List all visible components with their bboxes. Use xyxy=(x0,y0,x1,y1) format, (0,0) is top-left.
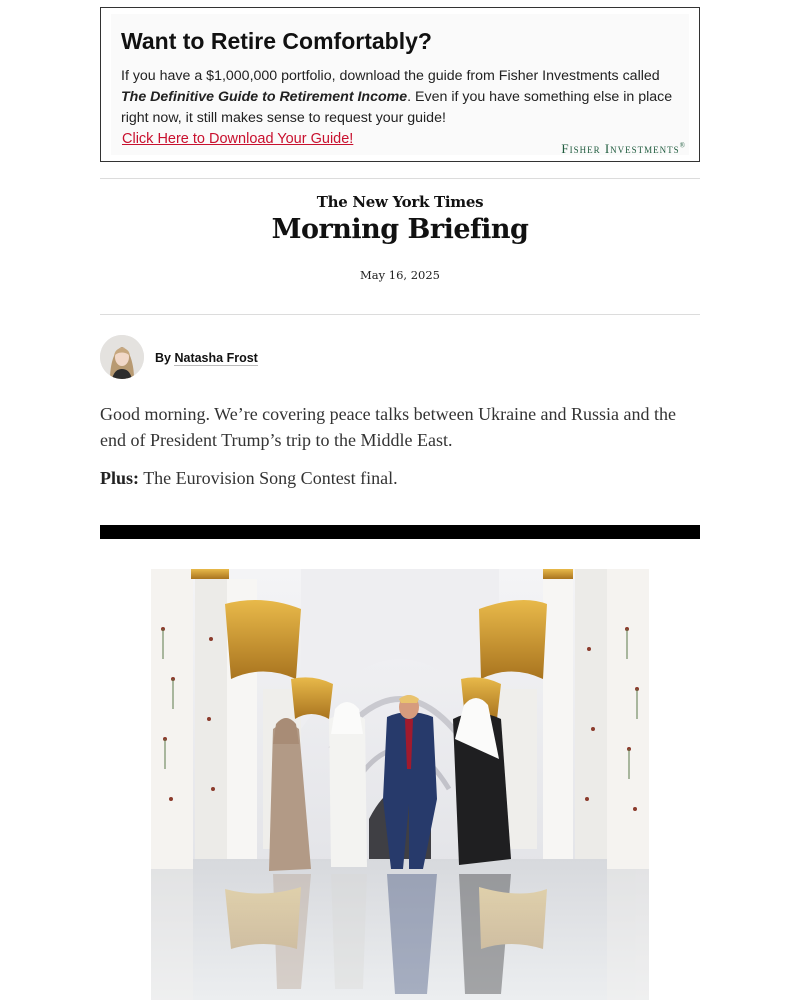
nyt-logo[interactable]: The New York Times xyxy=(316,193,484,211)
divider-masthead xyxy=(100,314,700,315)
ad-brand-name: Fisher Investments xyxy=(561,141,680,156)
newsletter-date: May 16, 2025 xyxy=(360,268,440,282)
author-avatar xyxy=(100,335,144,379)
ad-guide-title: The Definitive Guide to Retirement Income xyxy=(121,89,408,105)
download-guide-link[interactable]: Click Here to Download Your Guide! xyxy=(122,131,354,147)
ad-title: Want to Retire Comfortably? xyxy=(121,28,432,54)
plus-paragraph xyxy=(100,465,700,491)
lead-photo[interactable] xyxy=(151,569,649,1000)
advertisement-banner[interactable] xyxy=(100,7,700,162)
ad-inner xyxy=(111,14,689,155)
mosque-corridor-photo-icon xyxy=(151,569,649,1000)
ad-body-line1: If you have a $1,000,000 portfolio, download the guide from Fisher Investments called xyxy=(121,68,660,84)
newsletter-title: Morning Briefing xyxy=(271,214,529,245)
intro-paragraph: Good morning. We’re covering peace talks between Ukraine and Russia and the end of President Trump’s trip to the Middle East. xyxy=(100,404,677,450)
ad-body xyxy=(121,66,681,129)
plus-text: The Eurovision Song Contest final. xyxy=(139,468,398,488)
divider-top xyxy=(100,178,700,179)
byline xyxy=(155,351,258,365)
section-bar xyxy=(100,525,700,539)
byline-prefix: By xyxy=(155,351,171,365)
plus-label: Plus: xyxy=(100,468,140,488)
registered-mark: ® xyxy=(679,141,686,150)
ad-body-line2: . Even if you have something else in place right now, it still makes sense to request your guide! xyxy=(121,89,673,126)
avatar-portrait-icon xyxy=(100,335,144,379)
author-link[interactable]: Natasha Frost xyxy=(174,351,258,365)
fisher-investments-logo xyxy=(561,141,686,157)
